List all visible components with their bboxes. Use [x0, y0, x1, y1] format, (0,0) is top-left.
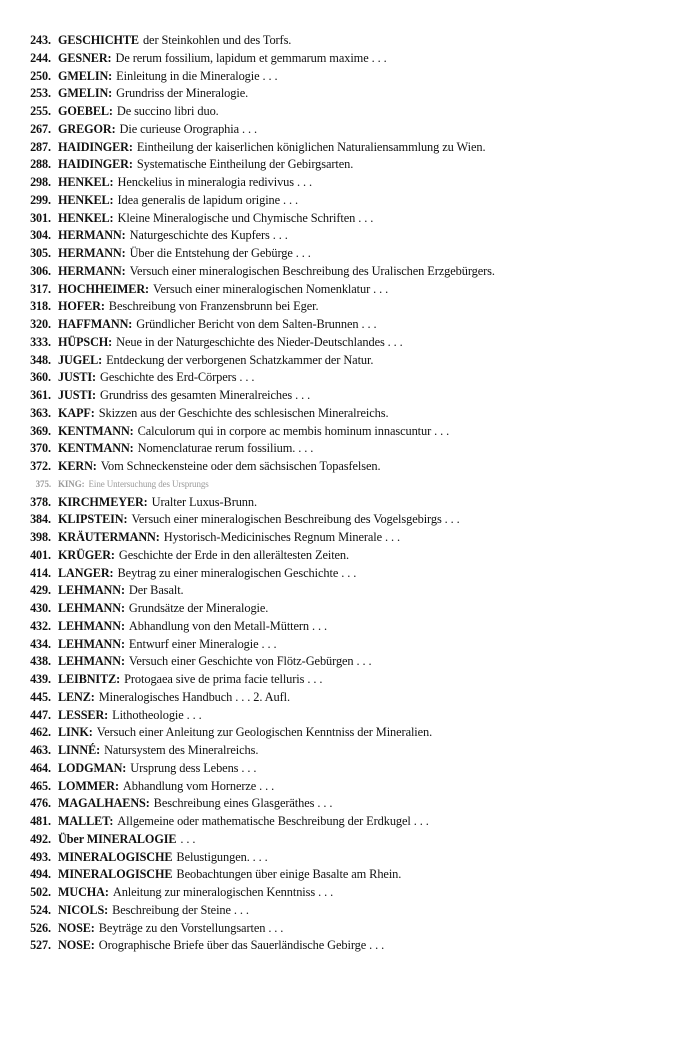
entry-number: 305. — [30, 246, 51, 260]
bibliography-entry — [0, 724, 677, 742]
entry-number: 463. — [30, 743, 51, 757]
entry-author: HAFFMANN: — [58, 317, 133, 331]
bibliography-entry — [0, 387, 677, 405]
entry-author: LINNÉ: — [58, 743, 101, 757]
entry-author: GMELIN: — [58, 68, 113, 83]
entry-number: 375. — [35, 478, 51, 489]
entry-author: HOCHHEIMER: — [58, 281, 149, 296]
entry-title: Beobachtungen über einige Basalte am Rhein. — [176, 867, 402, 882]
entry-title: De succino libri duo. — [116, 104, 219, 118]
entry-number: 481. — [30, 814, 51, 828]
entry-title: Grundsätze der Mineralogie. — [128, 601, 269, 615]
entry-title: Anleitung zur mineralogischen Kenntniss . . . — [112, 885, 334, 899]
entry-number: 243. — [30, 33, 51, 47]
entry-title: Belustigungen. . . . — [176, 849, 268, 864]
bibliography-entry — [0, 565, 677, 583]
entry-title: Einleitung in die Mineralogie . . . — [116, 68, 278, 83]
entry-title: Versuch einer mineralogischen Beschreibung des Uralischen Erzgebürgers. — [129, 263, 495, 278]
bibliography-entry — [0, 174, 677, 192]
entry-number: 384. — [30, 512, 51, 527]
entry-number: 465. — [30, 778, 51, 793]
bibliography-entry — [0, 245, 677, 263]
bibliography-entry — [0, 121, 677, 139]
entry-number: 267. — [30, 121, 51, 136]
entry-author: GESNER: — [58, 50, 112, 65]
entry-number: 363. — [30, 405, 51, 420]
entry-number: 320. — [30, 317, 51, 331]
entry-number: 244. — [30, 50, 51, 65]
bibliography-entry — [0, 884, 677, 902]
entry-number: 447. — [30, 707, 51, 722]
entry-number: 317. — [30, 281, 51, 296]
entry-number: 255. — [30, 104, 51, 118]
entry-title: Natursystem des Mineralreichs. — [104, 743, 259, 757]
entry-author: HERMANN: — [58, 246, 126, 260]
entry-number: 524. — [30, 902, 51, 917]
bibliography-entry — [0, 316, 677, 334]
entry-title: Beschreibung von Franzensbrunn bei Eger. — [108, 299, 319, 314]
entry-number: 287. — [30, 139, 51, 154]
entry-author: MAGALHAENS: — [58, 796, 150, 811]
entry-author: KLIPSTEIN: — [58, 512, 128, 527]
entry-author: KIRCHMEYER: — [58, 494, 148, 509]
entry-number: 494. — [30, 867, 51, 882]
entry-author: LEHMANN: — [58, 601, 125, 615]
entry-number: 462. — [30, 725, 51, 740]
entry-author: LODGMAN: — [58, 760, 127, 775]
entry-number: 288. — [30, 157, 51, 172]
bibliography-entry — [0, 689, 677, 707]
bibliography-entry — [0, 227, 677, 245]
entry-number: 306. — [30, 263, 51, 278]
entry-author: LEHMANN: — [58, 636, 125, 651]
entry-title: Versuch einer Anleitung zur Geologischen Kenntniss der Mineralien. — [96, 725, 433, 740]
entry-author: LEIBNITZ: — [58, 672, 121, 686]
entry-author: MUCHA: — [58, 885, 109, 899]
entry-author: JUSTI: — [58, 388, 97, 402]
entry-title: Grundriss der Mineralogie. — [116, 86, 249, 101]
bibliography-entry — [0, 369, 677, 387]
entry-author: HERMANN: — [58, 228, 126, 243]
entry-author: KERN: — [58, 459, 97, 473]
entry-number: 464. — [30, 760, 51, 775]
entry-title: Beschreibung der Steine . . . — [112, 902, 249, 917]
entry-author: JUSTI: — [58, 370, 97, 385]
entry-number: 253. — [30, 86, 51, 101]
entry-number: 318. — [30, 299, 51, 314]
entry-title: Die curieuse Orographia . . . — [119, 121, 258, 136]
bibliography-entry — [0, 778, 677, 796]
entry-author: KENTMANN: — [58, 423, 134, 438]
entry-author: HÜPSCH: — [58, 334, 113, 349]
bibliography-entry — [0, 920, 677, 938]
entry-title: Protogaea sive de prima facie telluris . . . — [124, 672, 323, 686]
bibliography-entry — [0, 600, 677, 618]
entry-number: 439. — [30, 672, 51, 686]
bibliography-entry — [0, 511, 677, 529]
entry-number: 372. — [30, 459, 51, 473]
bibliography-entry — [0, 139, 677, 157]
entry-number: 414. — [30, 565, 51, 580]
entry-number: 360. — [30, 370, 51, 385]
entry-title: Der Basalt. — [128, 583, 184, 598]
entry-number: 476. — [30, 796, 51, 811]
bibliography-entry — [0, 440, 677, 458]
entry-title: Nomenclaturae rerum fossilium. . . . — [137, 441, 314, 456]
entry-title: Kleine Mineralogische und Chymische Schriften . . . — [117, 210, 374, 225]
entry-title: Eintheilung der kaiserlichen königlichen Naturaliensammlung zu Wien. — [136, 139, 486, 154]
entry-number: 348. — [30, 352, 51, 367]
entry-number: 378. — [30, 494, 51, 509]
entry-title: Vom Schneckensteine oder dem sächsischen Topasfelsen. — [100, 459, 381, 473]
entry-author: HENKEL: — [58, 175, 114, 189]
entry-author: LESSER: — [58, 707, 109, 722]
bibliography-entry — [0, 742, 677, 760]
bibliography-entry — [0, 298, 677, 316]
bibliography-list — [0, 32, 677, 955]
entry-author: KENTMANN: — [58, 441, 134, 456]
bibliography-entry — [0, 707, 677, 725]
entry-number: 401. — [30, 547, 51, 562]
entry-title: Entdeckung der verborgenen Schatzkammer der Natur. — [106, 352, 374, 367]
entry-author: JUGEL: — [58, 352, 103, 367]
entry-author: KING: — [58, 478, 85, 489]
entry-title: Über die Entstehung der Gebürge . . . — [129, 246, 311, 260]
entry-author: LEHMANN: — [58, 583, 125, 598]
entry-title: Geschichte des Erd-Cörpers . . . — [100, 370, 255, 385]
entry-title: Allgemeine oder mathematische Beschreibung der Erdkugel . . . — [117, 814, 429, 828]
entry-title: Grundriss des gesamten Mineralreiches . . . — [100, 388, 311, 402]
entry-number: 526. — [30, 920, 51, 935]
entry-number: 250. — [30, 68, 51, 83]
bibliography-entry — [0, 582, 677, 600]
entry-title: Beytrag zu einer mineralogischen Geschichte . . . — [117, 565, 357, 580]
bibliography-entry — [0, 476, 677, 494]
bibliography-entry — [0, 494, 677, 512]
bibliography-entry — [0, 813, 677, 831]
entry-author: NICOLS: — [58, 902, 109, 917]
bibliography-entry — [0, 937, 677, 955]
entry-author: Über MINERALOGIE — [58, 831, 177, 846]
entry-title: Orographische Briefe über das Sauerländische Gebirge . . . — [98, 938, 385, 953]
entry-number: 493. — [30, 849, 51, 864]
entry-title: Henckelius in mineralogia redivivus . . . — [117, 175, 312, 189]
entry-title: Systematische Eintheilung der Gebirgsarten. — [136, 157, 354, 172]
bibliography-entry — [0, 32, 677, 50]
entry-author: LENZ: — [58, 689, 95, 704]
bibliography-entry — [0, 866, 677, 884]
entry-author: KRÜGER: — [58, 547, 115, 562]
entry-title: Lithotheologie . . . — [112, 707, 202, 722]
entry-number: 369. — [30, 423, 51, 438]
bibliography-entry — [0, 281, 677, 299]
entry-author: HAIDINGER: — [58, 157, 133, 172]
entry-author: GESCHICHTE — [58, 33, 139, 47]
entry-author: NOSE: — [58, 938, 95, 953]
entry-author: HAIDINGER: — [58, 139, 133, 154]
entry-author: HENKEL: — [58, 210, 114, 225]
entry-number: 445. — [30, 689, 51, 704]
entry-title: Hystorisch-Medicinisches Regnum Minerale . . . — [163, 530, 400, 544]
entry-number: 492. — [30, 831, 51, 846]
entry-number: 299. — [30, 192, 51, 207]
entry-author: GREGOR: — [58, 121, 116, 136]
entry-title: Neue in der Naturgeschichte des Nieder-Deutschlandes . . . — [116, 334, 403, 349]
bibliography-entry — [0, 849, 677, 867]
entry-author: LINK: — [58, 725, 93, 740]
bibliography-entry — [0, 423, 677, 441]
entry-author: HERMANN: — [58, 263, 126, 278]
entry-number: 370. — [30, 441, 51, 456]
entry-number: 430. — [30, 601, 51, 615]
entry-author: LEHMANN: — [58, 618, 125, 633]
entry-author: MINERALOGISCHE — [58, 849, 173, 864]
entry-author: GMELIN: — [58, 86, 113, 101]
bibliography-entry — [0, 210, 677, 228]
entry-title: Beyträge zu den Vorstellungsarten . . . — [98, 920, 284, 935]
entry-title: Abhandlung von den Metall-Müttern . . . — [128, 618, 328, 633]
entry-author: HENKEL: — [58, 192, 114, 207]
entry-author: MINERALOGISCHE — [58, 867, 173, 882]
entry-title: Mineralogisches Handbuch . . . 2. Aufl. — [98, 689, 290, 704]
entry-author: LANGER: — [58, 565, 114, 580]
bibliography-entry — [0, 547, 677, 565]
entry-title: Gründlicher Bericht von dem Salten-Brunnen . . . — [136, 317, 377, 331]
entry-author: KAPF: — [58, 405, 95, 420]
entry-number: 429. — [30, 583, 51, 598]
bibliography-entry — [0, 405, 677, 423]
entry-author: LOMMER: — [58, 778, 119, 793]
entry-title: Beschreibung eines Glasgeräthes . . . — [153, 796, 333, 811]
entry-number: 398. — [30, 530, 51, 544]
entry-title: Geschichte der Erde in den allerältesten Zeiten. — [118, 547, 350, 562]
bibliography-entry — [0, 618, 677, 636]
entry-author: NOSE: — [58, 920, 95, 935]
entry-number: 333. — [30, 334, 51, 349]
entry-title: Idea generalis de lapidum origine . . . — [117, 192, 299, 207]
bibliography-entry — [0, 458, 677, 476]
bibliography-entry — [0, 85, 677, 103]
bibliography-entry — [0, 263, 677, 281]
bibliography-entry — [0, 50, 677, 68]
bibliography-entry — [0, 334, 677, 352]
entry-title: Versuch einer mineralogischen Beschreibung des Vogelsgebirgs . . . — [131, 512, 460, 527]
bibliography-entry — [0, 760, 677, 778]
entry-number: 502. — [30, 885, 51, 899]
entry-title: Ursprung dess Lebens . . . — [130, 760, 257, 775]
entry-title: . . . — [180, 831, 196, 846]
entry-number: 298. — [30, 175, 51, 189]
entry-title: Eine Untersuchung des Ursprungs — [88, 478, 209, 489]
entry-author: GOEBEL: — [58, 104, 113, 118]
bibliography-entry — [0, 192, 677, 210]
entry-title: Skizzen aus der Geschichte des schlesischen Mineralreichs. — [98, 405, 389, 420]
bibliography-entry — [0, 68, 677, 86]
entry-title: Calculorum qui in corpore ac membis hominum innascuntur . . . — [137, 423, 450, 438]
bibliography-entry — [0, 103, 677, 121]
entry-author: LEHMANN: — [58, 654, 125, 669]
entry-author: HOFER: — [58, 299, 105, 314]
entry-number: 434. — [30, 636, 51, 651]
bibliography-entry — [0, 671, 677, 689]
entry-number: 301. — [30, 210, 51, 225]
entry-number: 361. — [30, 388, 51, 402]
bibliography-entry — [0, 902, 677, 920]
bibliography-entry — [0, 795, 677, 813]
bibliography-entry — [0, 529, 677, 547]
bibliography-entry — [0, 636, 677, 654]
entry-title: Naturgeschichte des Kupfers . . . — [129, 228, 288, 243]
entry-author: KRÄUTERMANN: — [58, 530, 160, 544]
entry-number: 438. — [30, 654, 51, 669]
entry-title: Versuch einer Geschichte von Flötz-Gebürgen . . . — [128, 654, 372, 669]
entry-title: Entwurf einer Mineralogie . . . — [128, 636, 277, 651]
bibliography-entry — [0, 352, 677, 370]
entry-title: Versuch einer mineralogischen Nomenklatur . . . — [153, 281, 389, 296]
bibliography-entry — [0, 653, 677, 671]
entry-number: 304. — [30, 228, 51, 243]
bibliography-entry — [0, 831, 677, 849]
entry-author: MALLET: — [58, 814, 114, 828]
entry-title: Uralter Luxus-Brunn. — [151, 494, 258, 509]
entry-title: Abhandlung vom Hornerze . . . — [122, 778, 275, 793]
entry-title: der Steinkohlen und des Torfs. — [142, 33, 292, 47]
entry-title: De rerum fossilium, lapidum et gemmarum maxime . . . — [115, 50, 387, 65]
entry-number: 432. — [30, 618, 51, 633]
bibliography-entry — [0, 156, 677, 174]
entry-number: 527. — [30, 938, 51, 953]
